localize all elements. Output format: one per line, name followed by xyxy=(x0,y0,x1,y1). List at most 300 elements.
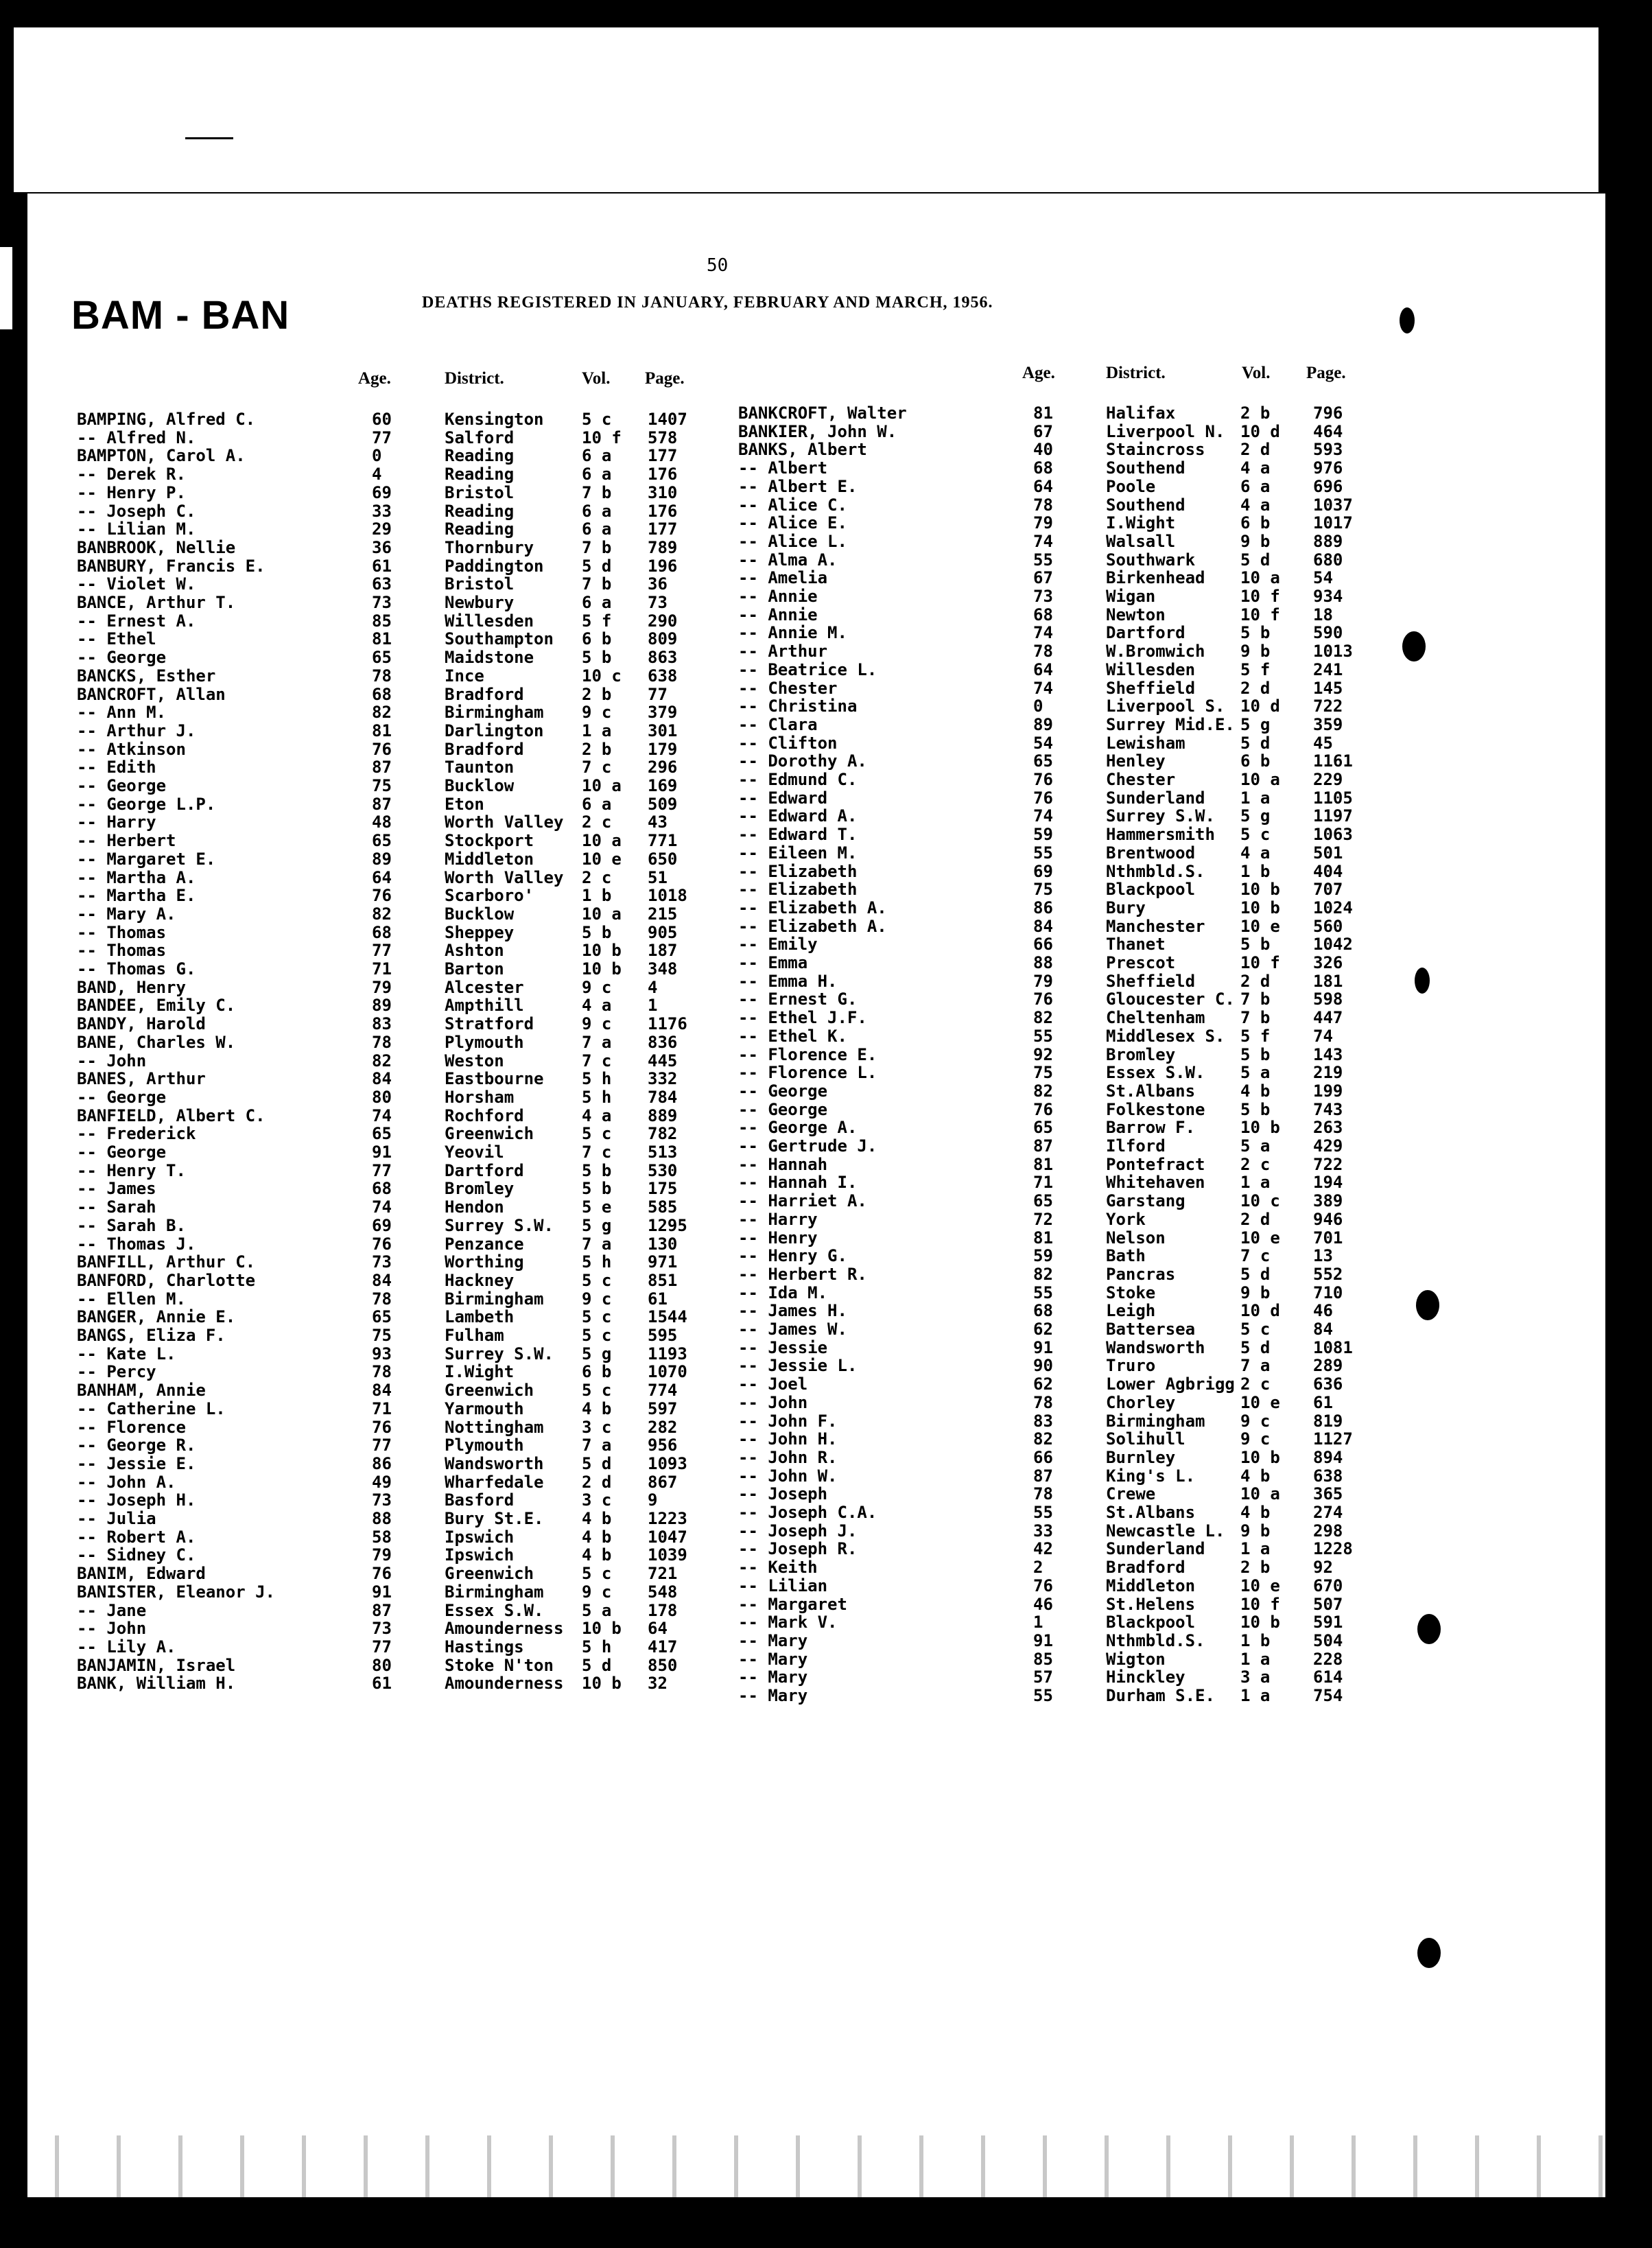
entry-name: -- Jessie L. xyxy=(738,1356,858,1376)
entry-district: St.Albans xyxy=(1106,1081,1196,1101)
entry-age: 76 xyxy=(372,739,392,759)
entry-vol: 10 b xyxy=(582,941,622,961)
entry-vol: 2 d xyxy=(1240,971,1271,991)
entry-district: Lambeth xyxy=(445,1307,515,1327)
entry-district: Lewisham xyxy=(1106,733,1185,753)
entry-vol: 6 a xyxy=(582,593,612,612)
entry-vol: 10 d xyxy=(1240,696,1280,716)
register-entry xyxy=(0,1576,1343,1595)
entry-page: 670 xyxy=(1313,1576,1343,1595)
entry-page: 636 xyxy=(1313,1374,1343,1394)
entry-vol: 5 d xyxy=(1240,1337,1271,1357)
entry-name: -- Amelia xyxy=(738,568,828,588)
entry-age: 84 xyxy=(372,1069,392,1089)
entry-page: 934 xyxy=(1313,587,1343,606)
entry-age: 42 xyxy=(1033,1539,1053,1559)
entry-name: BANGS, Eliza F. xyxy=(77,1326,226,1345)
entry-district: Kensington xyxy=(445,410,544,429)
entry-vol: 7 c xyxy=(582,758,612,777)
entry-vol: 5 h xyxy=(582,1637,612,1656)
left-header-page: Page. xyxy=(645,369,685,388)
entry-district: Weston xyxy=(445,1051,504,1070)
entry-age: 65 xyxy=(1033,1191,1053,1211)
entry-page: 4 xyxy=(648,977,658,997)
entry-page: 743 xyxy=(1313,1099,1343,1119)
entry-vol: 5 d xyxy=(1240,733,1271,753)
entry-district: Bristol xyxy=(445,574,515,594)
entry-district: Sheffield xyxy=(1106,971,1196,991)
entry-vol: 1 a xyxy=(1240,1686,1271,1705)
entry-district: Ince xyxy=(445,666,484,686)
entry-district: Prescot xyxy=(1106,953,1176,972)
entry-page: 1197 xyxy=(1313,806,1353,826)
entry-age: 74 xyxy=(1033,678,1053,698)
entry-name: BANDEE, Emily C. xyxy=(77,996,236,1016)
entry-age: 62 xyxy=(1033,1320,1053,1339)
entry-age: 69 xyxy=(1033,861,1053,881)
entry-vol: 2 b xyxy=(1240,1558,1271,1578)
entry-age: 87 xyxy=(372,758,392,777)
entry-district: Paddington xyxy=(445,556,544,576)
entry-age: 78 xyxy=(1033,642,1053,661)
entry-page: 1193 xyxy=(648,1344,687,1363)
entry-district: Stoke xyxy=(1106,1283,1156,1302)
entry-vol: 5 g xyxy=(582,1344,612,1363)
entry-vol: 5 d xyxy=(1240,1264,1271,1284)
entry-age: 88 xyxy=(1033,953,1053,972)
entry-name: -- Alice C. xyxy=(738,495,847,515)
entry-vol: 5 c xyxy=(1240,825,1271,845)
entry-vol: 4 a xyxy=(1240,843,1271,863)
entry-vol: 7 a xyxy=(582,1234,612,1254)
entry-district: Surrey S.W. xyxy=(1106,806,1215,826)
entry-vol: 9 c xyxy=(582,703,612,723)
entry-district: Pancras xyxy=(1106,1264,1176,1284)
entry-vol: 4 b xyxy=(582,1545,612,1565)
entry-page: 1176 xyxy=(648,1014,687,1034)
entry-vol: 5 b xyxy=(582,648,612,668)
register-entry xyxy=(0,458,1343,478)
register-entry xyxy=(0,1667,1343,1687)
entry-name: -- Frederick xyxy=(77,1124,196,1144)
entry-vol: 4 a xyxy=(1240,458,1271,478)
entry-age: 77 xyxy=(372,941,392,961)
entry-vol: 4 b xyxy=(582,1398,612,1418)
entry-page: 229 xyxy=(1313,770,1343,789)
entry-district: Taunton xyxy=(445,758,515,777)
register-entry xyxy=(0,1411,1343,1431)
entry-district: Birmingham xyxy=(445,703,544,723)
entry-age: 58 xyxy=(372,1527,392,1547)
entry-page: 507 xyxy=(1313,1594,1343,1614)
entry-age: 48 xyxy=(372,812,392,832)
entry-page: 46 xyxy=(1313,1301,1333,1321)
register-entry xyxy=(0,1026,1333,1046)
entry-name: -- Elizabeth xyxy=(738,880,858,900)
entry-vol: 10 e xyxy=(582,849,622,869)
entry-page: 36 xyxy=(648,574,668,594)
entry-vol: 4 a xyxy=(582,1105,612,1125)
entry-age: 54 xyxy=(1033,733,1053,753)
entry-vol: 5 e xyxy=(582,1197,612,1217)
entry-vol: 9 b xyxy=(1240,1521,1271,1541)
entry-name: -- Ida M. xyxy=(738,1283,828,1302)
entry-page: 1127 xyxy=(1313,1429,1353,1449)
entry-age: 65 xyxy=(372,648,392,668)
entry-district: Fulham xyxy=(445,1326,504,1345)
entry-page: 429 xyxy=(1313,1136,1343,1156)
entry-page: 348 xyxy=(648,959,678,979)
entry-vol: 5 c xyxy=(582,410,612,429)
entry-age: 64 xyxy=(372,867,392,887)
entry-age: 92 xyxy=(1033,1044,1053,1064)
entry-district: Sheppey xyxy=(445,922,515,942)
entry-vol: 2 c xyxy=(1240,1374,1271,1394)
entry-district: Bromley xyxy=(445,1179,515,1199)
entry-page: 971 xyxy=(648,1252,678,1272)
register-entry xyxy=(0,751,1353,771)
entry-district: Bury xyxy=(1106,898,1146,917)
entry-name: -- Lilian xyxy=(738,1576,828,1595)
entry-age: 72 xyxy=(1033,1209,1053,1229)
entry-vol: 2 d xyxy=(582,1472,612,1492)
entry-district: Barrow F. xyxy=(1106,1118,1196,1138)
entry-name: -- Herbert R. xyxy=(738,1264,867,1284)
entry-name: -- Thomas xyxy=(77,941,167,961)
entry-vol: 10 b xyxy=(1240,1447,1280,1467)
register-entry xyxy=(0,476,1343,496)
entry-name: -- Ellen M. xyxy=(77,1289,186,1309)
register-entry xyxy=(0,1337,1353,1357)
entry-age: 85 xyxy=(372,611,392,631)
entry-district: St.Helens xyxy=(1106,1594,1196,1614)
entry-district: Chorley xyxy=(1106,1392,1176,1412)
entry-vol: 5 b xyxy=(582,1160,612,1180)
entry-age: 75 xyxy=(1033,1063,1053,1083)
entry-age: 65 xyxy=(1033,1118,1053,1138)
entry-name: BANE, Charles W. xyxy=(77,1032,236,1052)
entry-page: 178 xyxy=(648,1600,678,1620)
entry-age: 65 xyxy=(372,1124,392,1144)
entry-vol: 2 c xyxy=(1240,1154,1271,1174)
entry-district: Bromley xyxy=(1106,1044,1176,1064)
entry-page: 889 xyxy=(1313,531,1343,551)
entry-vol: 7 c xyxy=(582,1051,612,1070)
entry-vol: 10 b xyxy=(1240,1118,1280,1138)
entry-name: -- John A. xyxy=(77,1472,176,1492)
entry-page: 176 xyxy=(648,465,678,484)
entry-district: Wigan xyxy=(1106,587,1156,606)
entry-district: Penzance xyxy=(445,1234,524,1254)
entry-district: Crewe xyxy=(1106,1484,1156,1504)
entry-vol: 4 b xyxy=(1240,1081,1271,1101)
entry-name: -- John xyxy=(77,1051,147,1070)
entry-page: 638 xyxy=(648,666,678,686)
entry-district: Bradford xyxy=(445,684,524,704)
entry-page: 1081 xyxy=(1313,1337,1353,1357)
entry-page: 176 xyxy=(648,501,678,521)
right-header-page: Page. xyxy=(1306,364,1346,382)
entry-name: -- Ethel K. xyxy=(738,1026,847,1046)
entry-name: -- Kate L. xyxy=(77,1344,176,1363)
entry-district: Bucklow xyxy=(445,776,515,795)
entry-page: 179 xyxy=(648,739,678,759)
entry-district: Newcastle L. xyxy=(1106,1521,1225,1541)
entry-name: -- James xyxy=(77,1179,156,1199)
entry-page: 310 xyxy=(648,482,678,502)
entry-district: Blackpool xyxy=(1106,880,1196,900)
entry-page: 956 xyxy=(648,1436,678,1455)
entry-name: -- George R. xyxy=(77,1436,196,1455)
entry-district: Essex S.W. xyxy=(1106,1063,1205,1083)
entry-age: 71 xyxy=(372,1398,392,1418)
entry-age: 68 xyxy=(1033,458,1053,478)
entry-district: Poole xyxy=(1106,476,1156,496)
entry-district: I.Wight xyxy=(445,1362,515,1382)
entry-vol: 4 a xyxy=(582,996,612,1016)
entry-age: 36 xyxy=(372,537,392,557)
entry-district: Garstang xyxy=(1106,1191,1185,1211)
entry-age: 82 xyxy=(372,904,392,924)
entry-vol: 5 c xyxy=(582,1124,612,1144)
entry-page: 614 xyxy=(1313,1667,1343,1687)
entry-name: BANCROFT, Allan xyxy=(77,684,226,704)
entry-district: Stockport xyxy=(445,831,534,851)
entry-district: Willesden xyxy=(1106,659,1196,679)
entry-name: -- Dorothy A. xyxy=(738,751,867,771)
entry-page: 389 xyxy=(1313,1191,1343,1211)
scan-mark xyxy=(185,137,233,139)
entry-district: Bradford xyxy=(1106,1558,1185,1578)
entry-name: -- Mary xyxy=(738,1649,808,1669)
register-entry xyxy=(0,788,1353,808)
entry-district: Henley xyxy=(1106,751,1166,771)
entry-age: 63 xyxy=(372,574,392,594)
entry-age: 0 xyxy=(372,446,382,466)
entry-page: 809 xyxy=(648,629,678,649)
entry-vol: 5 g xyxy=(582,1215,612,1235)
register-entry xyxy=(0,696,1343,716)
entry-district: Worth Valley xyxy=(445,812,564,832)
entry-age: 75 xyxy=(372,1326,392,1345)
entry-vol: 6 b xyxy=(1240,751,1271,771)
entry-district: Wandsworth xyxy=(445,1453,544,1473)
entry-name: -- Martha A. xyxy=(77,867,196,887)
entry-page: 722 xyxy=(1313,1154,1343,1174)
entry-name: BANBURY, Francis E. xyxy=(77,556,266,576)
entry-age: 78 xyxy=(1033,1484,1053,1504)
entry-age: 76 xyxy=(1033,770,1053,789)
entry-age: 86 xyxy=(1033,898,1053,917)
entry-age: 55 xyxy=(1033,1026,1053,1046)
entry-vol: 10 e xyxy=(1240,1392,1280,1412)
entry-district: Birmingham xyxy=(445,1582,544,1602)
entry-district: Pontefract xyxy=(1106,1154,1205,1174)
entry-vol: 5 h xyxy=(582,1252,612,1272)
entry-name: -- Mary xyxy=(738,1667,808,1687)
entry-page: 707 xyxy=(1313,880,1343,900)
entry-age: 87 xyxy=(1033,1466,1053,1486)
entry-district: Hackney xyxy=(445,1270,515,1290)
entry-name: -- Harry xyxy=(77,812,156,832)
entry-page: 863 xyxy=(648,648,678,668)
entry-page: 54 xyxy=(1313,568,1333,588)
entry-age: 87 xyxy=(372,794,392,814)
entry-page: 796 xyxy=(1313,403,1343,423)
entry-district: Folkestone xyxy=(1106,1099,1205,1119)
entry-page: 513 xyxy=(648,1143,678,1162)
entry-district: Lower Agbrigg xyxy=(1106,1374,1235,1394)
entry-vol: 5 g xyxy=(1240,806,1271,826)
entry-vol: 5 f xyxy=(1240,1026,1271,1046)
entry-district: Gloucester C. xyxy=(1106,990,1235,1009)
entry-page: 365 xyxy=(1313,1484,1343,1504)
entry-vol: 10 f xyxy=(1240,1594,1280,1614)
entry-age: 68 xyxy=(1033,1301,1053,1321)
entry-name: -- Mary xyxy=(738,1630,808,1650)
register-entry xyxy=(0,1118,1343,1138)
register-entry xyxy=(0,1264,1343,1284)
entry-district: Bath xyxy=(1106,1246,1146,1266)
entry-age: 82 xyxy=(1033,1429,1053,1449)
entry-age: 76 xyxy=(372,1234,392,1254)
entry-district: Bucklow xyxy=(445,904,515,924)
entry-vol: 7 b xyxy=(582,574,612,594)
entry-vol: 7 a xyxy=(1240,1356,1271,1376)
entry-name: -- Edith xyxy=(77,758,156,777)
entry-name: BANKS, Albert xyxy=(738,440,867,460)
entry-vol: 9 c xyxy=(582,977,612,997)
entry-vol: 6 a xyxy=(582,794,612,814)
entry-name: BANIM, Edward xyxy=(77,1564,206,1584)
entry-age: 81 xyxy=(1033,1154,1053,1174)
register-entry xyxy=(0,1558,1333,1578)
entry-page: 298 xyxy=(1313,1521,1343,1541)
entry-district: Eastbourne xyxy=(445,1069,544,1089)
register-entry xyxy=(0,1392,1333,1412)
entry-district: Wharfedale xyxy=(445,1472,544,1492)
scan-edge-strip xyxy=(0,247,12,329)
register-entry xyxy=(0,1209,1343,1229)
register-entry xyxy=(0,1320,1333,1339)
register-entry xyxy=(0,1613,1343,1632)
entry-age: 65 xyxy=(372,831,392,851)
entry-page: 379 xyxy=(648,703,678,723)
entry-page: 721 xyxy=(648,1564,678,1584)
entry-name: -- Martha E. xyxy=(77,886,196,906)
entry-vol: 5 g xyxy=(1240,714,1271,734)
entry-page: 889 xyxy=(648,1105,678,1125)
entry-vol: 9 c xyxy=(1240,1411,1271,1431)
entry-vol: 5 b xyxy=(1240,1099,1271,1119)
entry-name: -- Keith xyxy=(738,1558,818,1578)
entry-name: -- Lily A. xyxy=(77,1637,176,1656)
entry-page: 595 xyxy=(648,1326,678,1345)
entry-name: -- Alice L. xyxy=(738,531,847,551)
entry-vol: 5 d xyxy=(582,1453,612,1473)
entry-age: 2 xyxy=(1033,1558,1043,1578)
entry-age: 57 xyxy=(1033,1667,1053,1687)
entry-vol: 10 e xyxy=(1240,1228,1280,1248)
entry-vol: 2 b xyxy=(1240,403,1271,423)
entry-name: -- Herbert xyxy=(77,831,176,851)
entry-name: -- Ernest A. xyxy=(77,611,196,631)
entry-district: Middleton xyxy=(445,849,534,869)
entry-page: 43 xyxy=(648,812,668,832)
entry-page: 680 xyxy=(1313,550,1343,570)
entry-age: 76 xyxy=(372,1564,392,1584)
entry-page: 894 xyxy=(1313,1447,1343,1467)
entry-vol: 7 c xyxy=(582,1143,612,1162)
entry-age: 61 xyxy=(372,556,392,576)
entry-page: 228 xyxy=(1313,1649,1343,1669)
entry-district: Manchester xyxy=(1106,916,1205,936)
entry-name: -- Joel xyxy=(738,1374,808,1394)
register-entry xyxy=(0,1081,1343,1101)
entry-district: Alcester xyxy=(445,977,524,997)
entry-district: Leigh xyxy=(1106,1301,1156,1321)
entry-vol: 10 a xyxy=(1240,770,1280,789)
entry-district: Sunderland xyxy=(1106,1539,1205,1559)
entry-age: 79 xyxy=(372,1545,392,1565)
entry-vol: 6 b xyxy=(1240,513,1271,533)
entry-vol: 2 d xyxy=(1240,678,1271,698)
entry-district: Reading xyxy=(445,465,515,484)
entry-district: Hinckley xyxy=(1106,1667,1185,1687)
entry-age: 64 xyxy=(1033,659,1053,679)
entry-age: 78 xyxy=(372,666,392,686)
entry-page: 509 xyxy=(648,794,678,814)
entry-name: BANK, William H. xyxy=(77,1674,236,1694)
entry-page: 130 xyxy=(648,1234,678,1254)
entry-name: -- Sarah xyxy=(77,1197,156,1217)
entry-page: 219 xyxy=(1313,1063,1343,1083)
entry-name: -- Alma A. xyxy=(738,550,838,570)
entry-name: -- Julia xyxy=(77,1509,156,1528)
entry-district: Truro xyxy=(1106,1356,1156,1376)
register-entry xyxy=(0,1447,1343,1467)
entry-age: 0 xyxy=(1033,696,1043,716)
entry-vol: 6 b xyxy=(582,1362,612,1382)
entry-page: 1063 xyxy=(1313,825,1353,845)
register-entry xyxy=(0,825,1353,845)
entry-age: 91 xyxy=(1033,1337,1053,1357)
register-entry xyxy=(0,770,1343,789)
register-entry xyxy=(0,1044,1343,1064)
entry-name: -- Florence E. xyxy=(738,1044,877,1064)
entry-age: 80 xyxy=(372,1655,392,1675)
entry-age: 78 xyxy=(1033,495,1053,515)
entry-district: Stratford xyxy=(445,1014,534,1034)
entry-page: 1544 xyxy=(648,1307,687,1327)
entry-page: 18 xyxy=(1313,605,1333,624)
entry-vol: 5 a xyxy=(582,1600,612,1620)
entry-age: 82 xyxy=(1033,1008,1053,1028)
register-entry xyxy=(0,623,1343,643)
entry-district: Surrey S.W. xyxy=(445,1344,554,1363)
entry-age: 67 xyxy=(1033,568,1053,588)
entry-page: 836 xyxy=(648,1032,678,1052)
entry-age: 82 xyxy=(1033,1264,1053,1284)
binder-hole xyxy=(1416,1290,1439,1320)
entry-district: Ipswich xyxy=(445,1527,515,1547)
entry-district: Greenwich xyxy=(445,1381,534,1401)
entry-page: 548 xyxy=(648,1582,678,1602)
register-entry xyxy=(0,495,1353,515)
entry-name: -- George xyxy=(77,648,167,668)
entry-page: 722 xyxy=(1313,696,1343,716)
entry-district: Surrey S.W. xyxy=(445,1215,554,1235)
